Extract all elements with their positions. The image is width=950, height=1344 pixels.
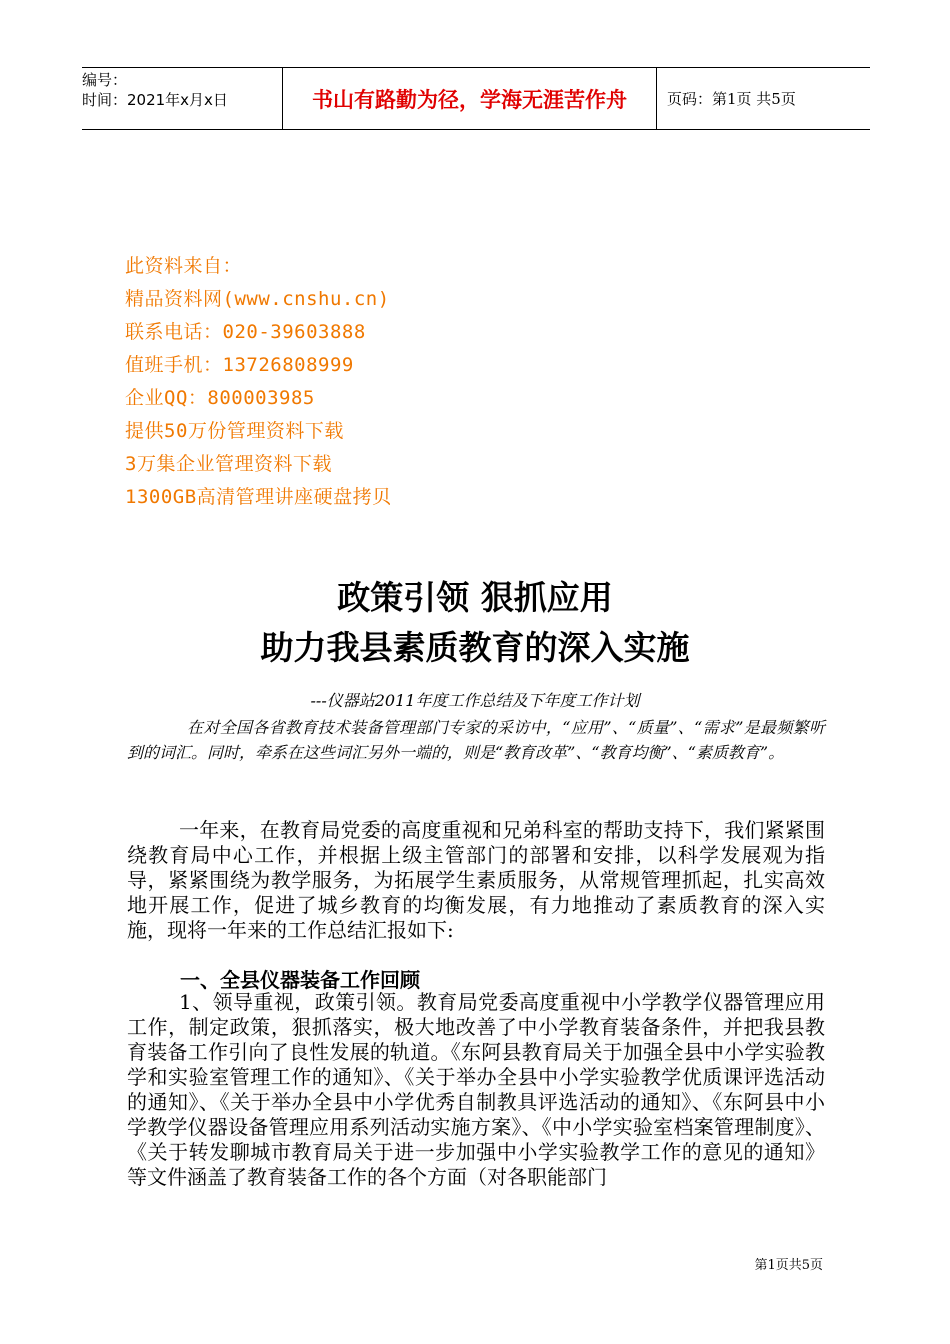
title-line-1: 政策引领 狠抓应用 [337, 578, 613, 617]
ad-line: 值班手机：13726808999 [125, 354, 354, 376]
page-footer: 第1页共5页 [754, 1258, 823, 1273]
ad-line: 此资料来自： [125, 255, 243, 277]
body-paragraph-2: 1、领导重视，政策引领。教育局党委高度重视中小学教学仪器管理应用工作，制定政策，狠抓落实，极大地改善了中小学教育装备条件，并把我县教育装备工作引向了良性发展的轨道。《东阿县教育局关于加强全县中小学实验教学和实验室管理工作的通知》、《关于举办全县中小学实验教学优质课评选活动的通知》、《关于举办全县中小学优秀自制教具评选活动的通知》、《东阿县中小学教学仪器设备管理应用系列活动实施方案》、《中小学实验室档案管理制度》、《关于转发聊城市教育局关于进一步加强中小学实验教学工作的意见的通知》等文件涵盖了教育装备工作的各个方面（对各职能部门 [127, 990, 825, 1189]
ad-line: 企业QQ：800003985 [125, 387, 315, 409]
header-left-cell [82, 68, 282, 131]
title-line-2: 助力我县素质教育的深入实施 [260, 628, 690, 667]
ad-line: 联系电话：020-39603888 [125, 321, 366, 343]
page-header [82, 67, 870, 130]
subtitle: ---仪器站2011年度工作总结及下年度工作计划 [310, 691, 640, 710]
ad-line: 精品资料网(www.cnshu.cn) [125, 288, 390, 310]
ad-line: 3万集企业管理资料下载 [125, 453, 332, 475]
header-page-info: 页码：第1页 共5页 [667, 90, 796, 108]
source-ad-block [125, 250, 685, 514]
ad-line: 提供50万份管理资料下载 [125, 420, 344, 442]
document-date: 时间：2021年x月x日 [82, 91, 228, 109]
ad-line: 1300GB高清管理讲座硬盘拷贝 [125, 486, 392, 508]
header-motto: 书山有路勤为径，学海无涯苦作舟 [312, 86, 627, 112]
section-heading: 一、全县仪器装备工作回顾 [180, 968, 420, 992]
header-motto-cell [282, 68, 657, 129]
document-number-label: 编号： [82, 71, 128, 89]
body-paragraph-1: 一年来，在教育局党委的高度重视和兄弟科室的帮助支持下，我们紧紧围绕教育局中心工作，并根据上级主管部门的部署和安排，以科学发展观为指导，紧紧围绕为教学服务，为拓展学生素质服务，从常规管理抓起，扎实高效地开展工作，促进了城乡教育的均衡发展，有力地推动了素质教育的深入实施，现将一年来的工作总结汇报如下: [127, 818, 825, 942]
intro-paragraph: 在对全国各省教育技术装备管理部门专家的采访中，“应用”、“质量”、“需求”是最频繁听到的词汇。同时，牵系在这些词汇另外一端的，则是“教育改革”、“教育均衡”、“素质教育”。 [127, 718, 825, 762]
